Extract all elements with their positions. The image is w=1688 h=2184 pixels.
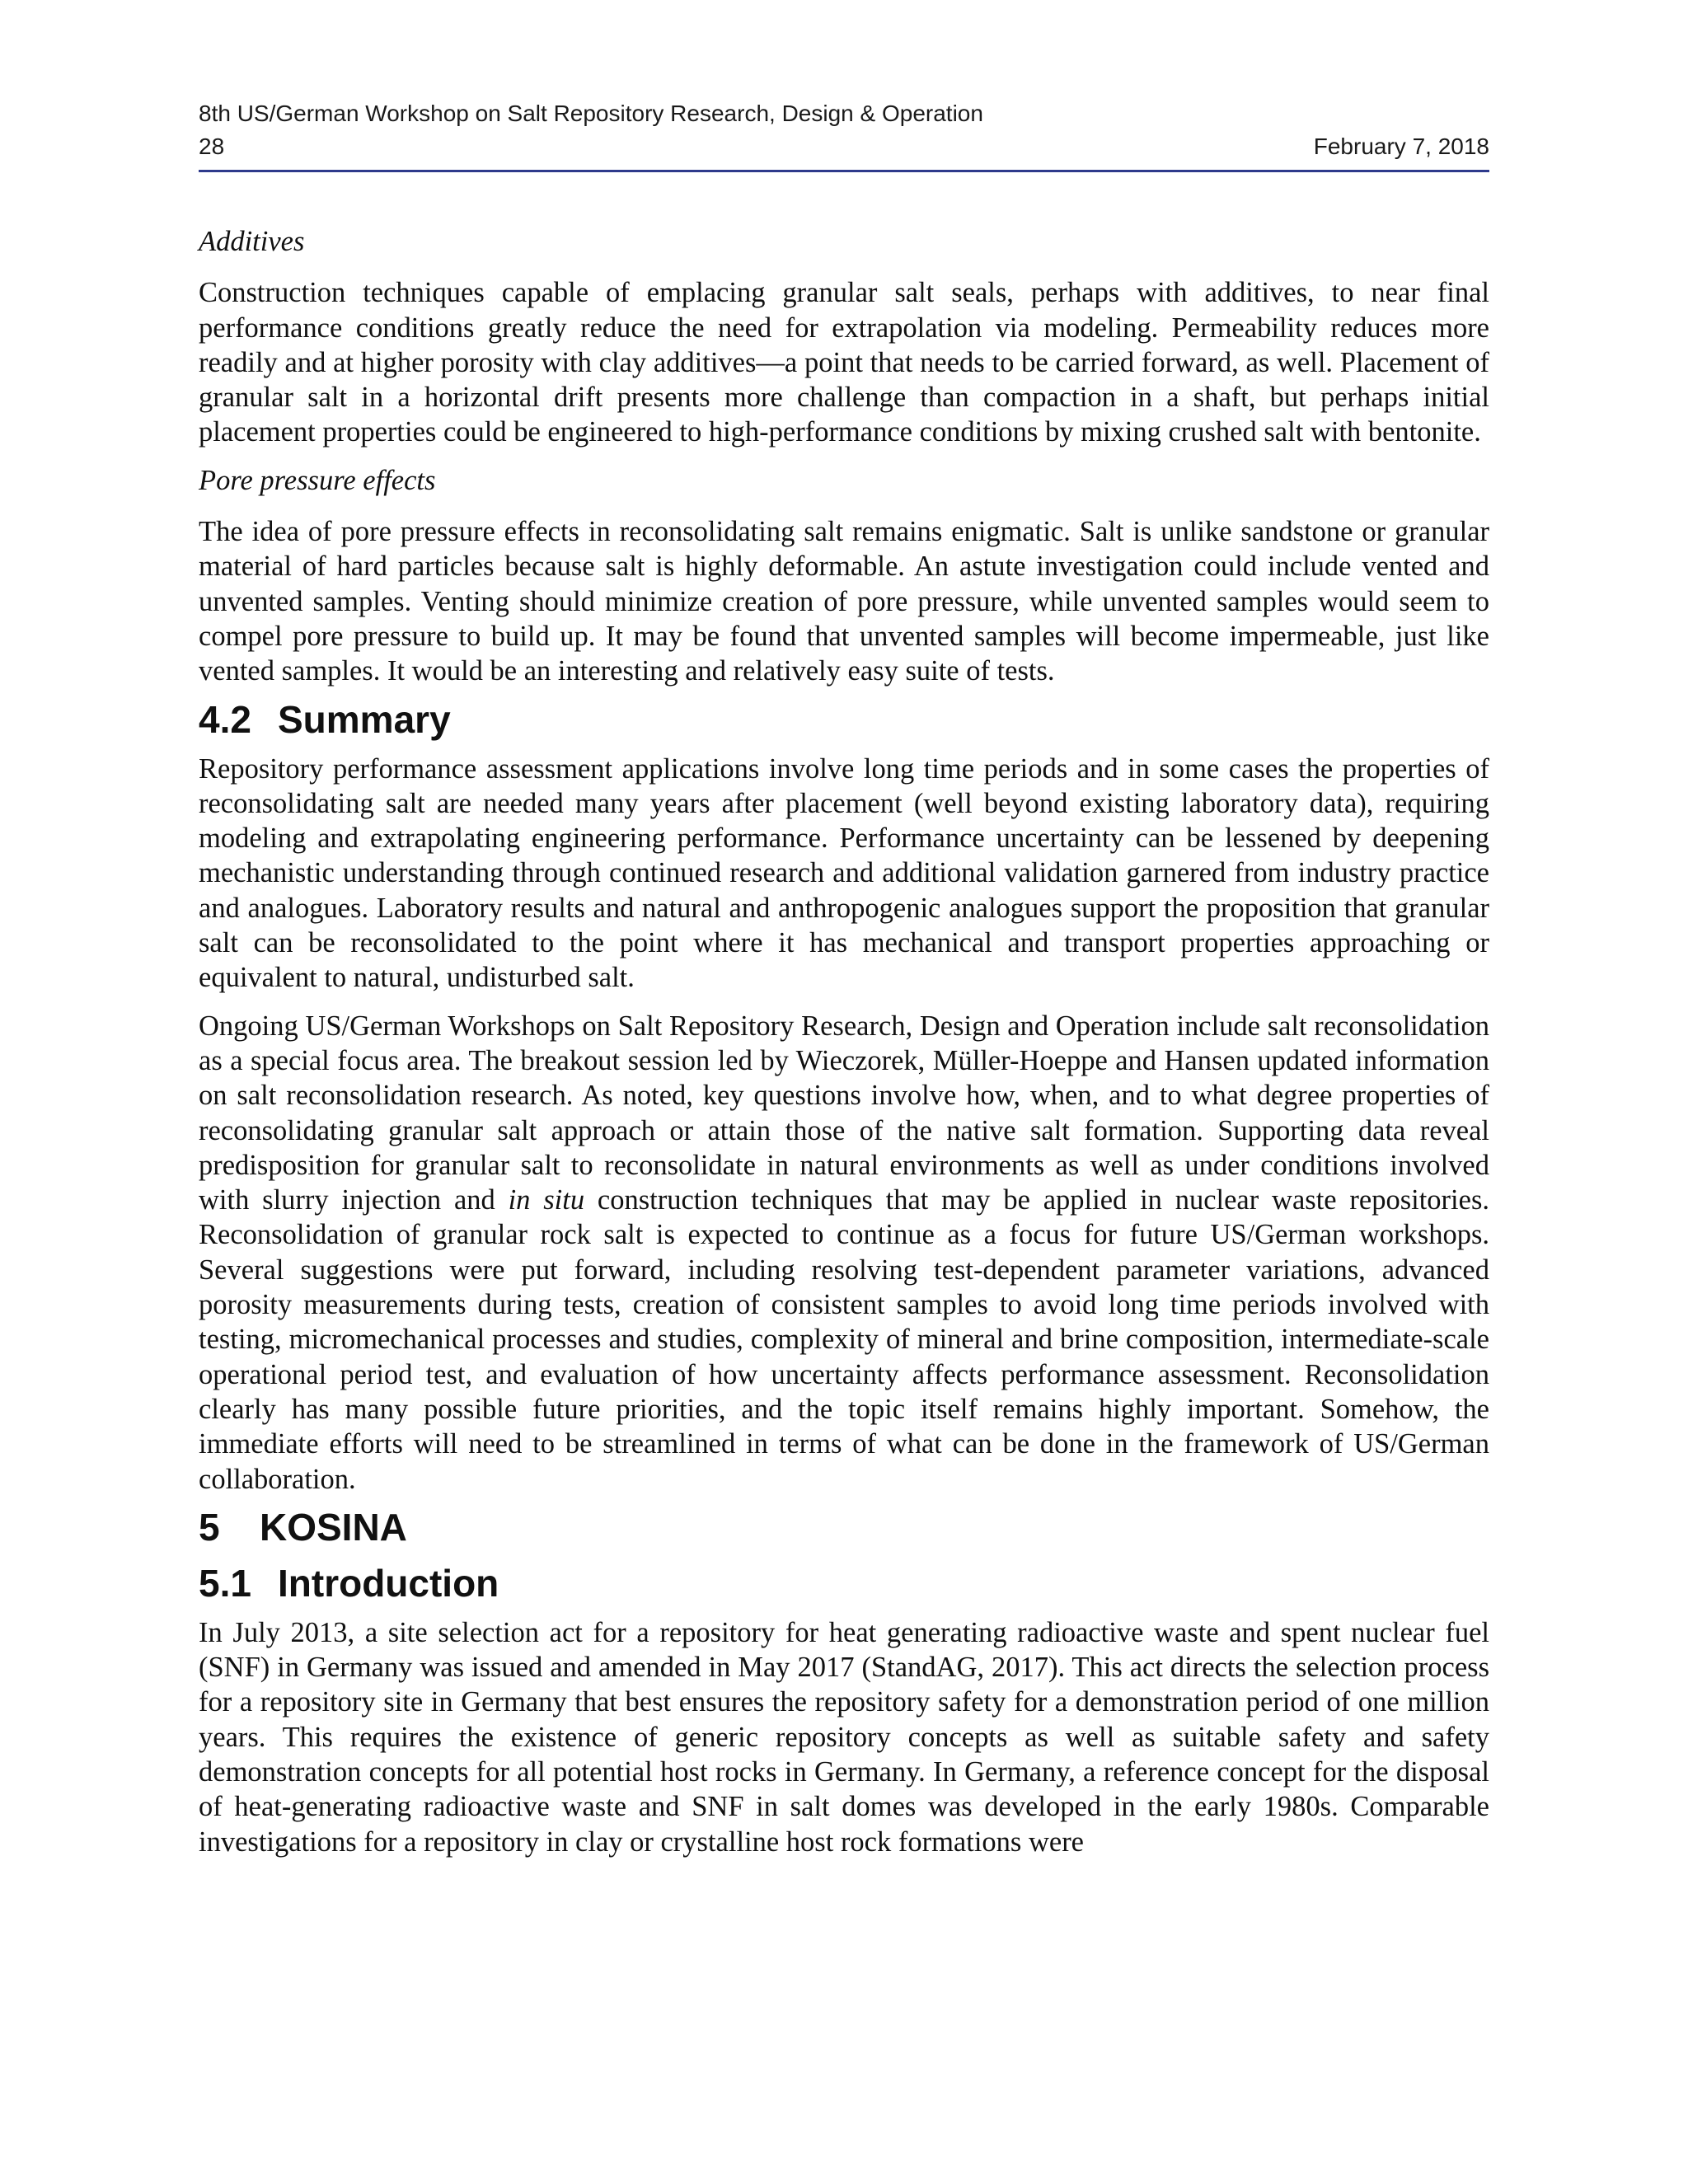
- section-heading-introduction: [199, 1559, 1489, 1607]
- page-number: 28: [199, 134, 225, 159]
- summary-paragraph-2: [199, 1009, 1489, 1497]
- workshop-title: 8th US/German Workshop on Salt Repository Research, Design & Operation: [199, 101, 983, 126]
- document-body: [199, 224, 1489, 1872]
- section-number: 4.2: [199, 697, 251, 741]
- section-title: Summary: [278, 697, 451, 741]
- summary-paragraph-2-text: Ongoing US/German Workshops on Salt Repository Research, Design and Operation include salt reconsolidation as a special focus area. The breakout session led by Wieczorek, Müller-Hoeppe and Hansen updated information on salt reconsolidation research. As noted, key questions involve how, when, and to what degree properties of reconsolidating granular salt approach or attain those of the native salt formation. Supporting data reveal predisposition for granular salt to reconsolidate in natural environments as well as under conditions involved with slurry injection and: [199, 1010, 1489, 1216]
- section-title: KOSINA: [260, 1505, 407, 1549]
- page-header: [199, 97, 1489, 163]
- header-date: February 7, 2018: [1313, 134, 1489, 159]
- summary-paragraph-1: Repository performance assessment applications involve long time periods and in some cases the properties of reconsolidating salt are needed many years after placement (well beyond existing laboratory data), requiring modeling and extrapolating engineering performance. Performance uncertainty can be lessened by deepening mechanistic understanding through continued research and additional validation garnered from industry practice and analogues. Laboratory results and natural and anthropogenic analogues support the proposition that granular salt can be reconsolidated to the point where it has mechanical and transport properties approaching or equivalent to natural, undisturbed salt.: [199, 752, 1489, 994]
- additives-heading: Additives: [199, 226, 305, 257]
- pore-pressure-paragraph: The idea of pore pressure effects in reconsolidating salt remains enigmatic. Salt is unlike sandstone or granular material of hard particles because salt is highly deformable. An astute investigation could include vented and unvented samples. Venting should minimize creation of pore pressure, while unvented samples would seem to compel pore pressure to build up. It may be found that unvented samples will become impermeable, just like vented samples. It would be an interesting and relatively easy suite of tests.: [199, 516, 1489, 687]
- section-number: 5.1: [199, 1561, 251, 1605]
- summary-paragraph-2-text-cont: construction techniques that may be applied in nuclear waste repositories. Reconsolidation of granular rock salt is expected to continue as a focus for future US/German workshops. Several suggestions were put forward, including resolving test-dependent parameter variations, advanced porosity measurements during tests, creation of consistent samples to avoid long time periods involved with testing, micromechanical processes and studies, complexity of mineral and brine composition, intermediate-scale operational period test, and evaluation of how uncertainty affects performance assessment. Reconsolidation clearly has many possible future priorities, and the topic itself remains highly important. Somehow, the immediate efforts will need to be streamlined in terms of what can be done in the framework of US/German collaboration.: [199, 1184, 1489, 1495]
- section-heading-summary: [199, 696, 1489, 743]
- section-title: Introduction: [278, 1561, 499, 1605]
- in-situ-italic: in situ: [508, 1184, 585, 1216]
- introduction-paragraph: In July 2013, a site selection act for a repository for heat generating radioactive waste and spent nuclear fuel (SNF) in Germany was issued and amended in May 2017 (StandAG, 2017). This act directs the selection process for a repository site in Germany that best ensures the repository safety for a demonstration period of one million years. This requires the existence of generic repository concepts as well as suitable safety and safety demonstration concepts for all potential host rocks in Germany. In Germany, a reference concept for the disposal of heat-generating radioactive waste and SNF in salt domes was developed in the early 1980s. Comparable investigations for a repository in clay or crystalline host rock formations were: [199, 1616, 1489, 1858]
- pore-pressure-heading: Pore pressure effects: [199, 464, 436, 496]
- section-number: 5: [199, 1505, 220, 1549]
- section-heading-kosina: [199, 1503, 1489, 1551]
- additives-paragraph: Construction techniques capable of emplacing granular salt seals, perhaps with additives, to near final performance conditions greatly reduce the need for extrapolation via modeling. Permeability reduces more readily and at higher porosity with clay additives—a point that needs to be carried forward, as well. Placement of granular salt in a horizontal drift presents more challenge than compaction in a shaft, but perhaps initial placement properties could be engineered to high-performance conditions by mixing crushed salt with bentonite.: [199, 277, 1489, 448]
- header-row: [199, 130, 1489, 163]
- header-divider: [199, 170, 1489, 172]
